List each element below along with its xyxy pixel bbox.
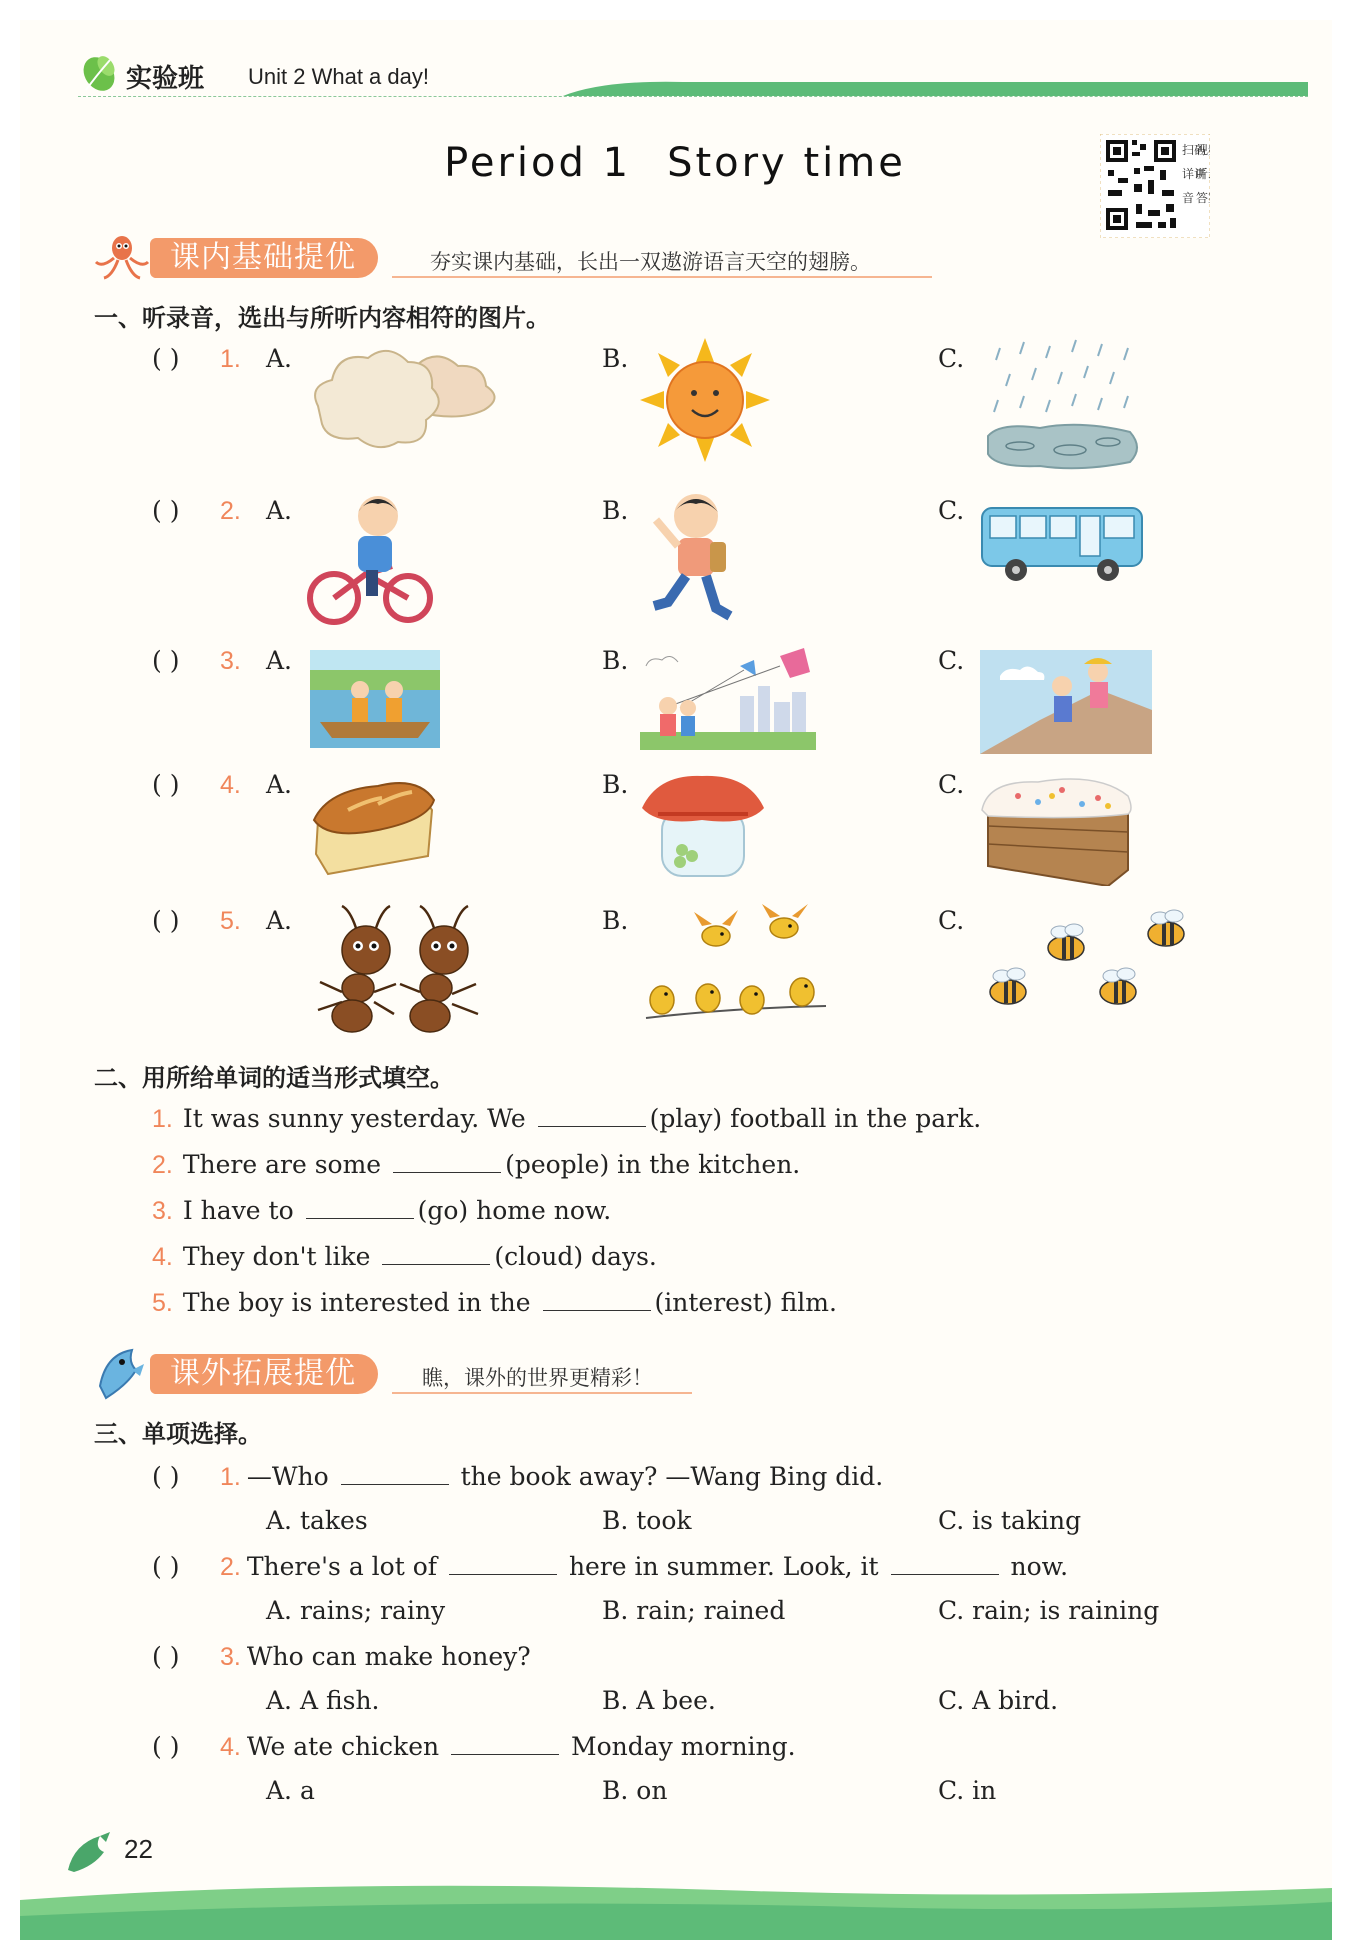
option-c-label: C. — [938, 344, 965, 373]
answer-blank[interactable] — [393, 1150, 501, 1173]
option-b-label: B. — [602, 906, 629, 935]
bus-icon[interactable] — [978, 500, 1148, 584]
squid-mascot-icon — [92, 232, 152, 284]
qr-caption-5: 答 — [1196, 191, 1209, 205]
answer-bracket[interactable]: ( ) — [152, 906, 180, 935]
section-banner-basic — [92, 232, 932, 284]
answer-blank[interactable] — [382, 1242, 490, 1265]
answer-blank[interactable] — [449, 1552, 557, 1575]
page-header — [78, 52, 1308, 98]
option-b-label: B. — [602, 344, 629, 373]
qr-caption-3: 详讲 — [1182, 167, 1207, 181]
mc1-option-a[interactable]: A. takes — [266, 1506, 368, 1535]
section-slogan-basic: 夯实课内基础，长出一双遨游语言天空的翅膀。 — [430, 250, 871, 274]
page-number: 22 — [124, 1834, 153, 1864]
fill-item-4: 4. They don't like (cloud) days. — [152, 1242, 657, 1271]
header-green-band — [563, 80, 1308, 98]
listening-row-5 — [0, 906, 1350, 1036]
banner-underline — [392, 276, 932, 278]
period-label: Period 1 — [444, 140, 632, 186]
answer-bracket[interactable]: ( ) — [152, 1642, 180, 1671]
listening-row-4 — [0, 770, 1350, 900]
climbing-mountain-icon[interactable] — [980, 650, 1152, 754]
jam-jar-icon[interactable] — [638, 770, 768, 882]
option-a-label: A. — [266, 906, 293, 935]
ants-icon[interactable] — [306, 898, 492, 1038]
option-c-label: C. — [938, 496, 965, 525]
rowing-boat-icon[interactable] — [310, 650, 440, 748]
qr-caption-2: 视 — [1196, 143, 1209, 157]
mc2-option-a[interactable]: A. rains; rainy — [266, 1596, 446, 1625]
listening-row-1 — [0, 344, 1350, 474]
answer-blank[interactable] — [306, 1196, 414, 1219]
answer-bracket[interactable]: ( ) — [152, 646, 180, 675]
option-b-label: B. — [602, 646, 629, 675]
option-a-label: A. — [266, 344, 293, 373]
cloud-icon[interactable] — [308, 342, 504, 454]
part1-heading: 一、听录音，选出与所听内容相符的图片。 — [94, 304, 550, 332]
mc2-option-b[interactable]: B. rain; rained — [602, 1596, 786, 1625]
answer-blank[interactable] — [543, 1288, 651, 1311]
boy-cycling-icon[interactable] — [306, 490, 436, 630]
question-number: 1. — [220, 345, 241, 373]
option-a-label: A. — [266, 496, 293, 525]
qr-caption-4: 听 — [1196, 167, 1209, 181]
mc1-option-c[interactable]: C. is taking — [938, 1506, 1082, 1535]
answer-bracket[interactable]: ( ) — [152, 1732, 180, 1761]
section-banner-extended — [92, 1348, 692, 1400]
question-number: 5. — [220, 907, 241, 935]
fill-item-1: 1. It was sunny yesterday. We (play) football in the park. — [152, 1104, 982, 1133]
part2-heading: 二、用所给单词的适当形式填空。 — [94, 1064, 454, 1092]
part3-heading: 三、单项选择。 — [94, 1420, 262, 1448]
section-banner-extended-label: 课外拓展提优 — [150, 1354, 378, 1394]
option-c-label: C. — [938, 906, 965, 935]
bread-icon[interactable] — [308, 770, 438, 880]
section-banner-basic-label: 课内基础提优 — [150, 238, 378, 278]
sun-icon[interactable] — [640, 338, 770, 462]
boy-walking-icon[interactable] — [638, 490, 748, 626]
answer-bracket[interactable]: ( ) — [152, 1552, 180, 1581]
option-c-label: C. — [938, 646, 965, 675]
option-a-label: A. — [266, 646, 293, 675]
footer-green-band — [20, 1880, 1332, 1940]
answer-blank[interactable] — [538, 1104, 646, 1127]
option-b-label: B. — [602, 496, 629, 525]
mc4-option-c[interactable]: C. in — [938, 1776, 997, 1805]
answer-blank[interactable] — [341, 1462, 449, 1485]
qr-caption-6: 音 — [1182, 191, 1195, 205]
shark-mascot-icon — [92, 1346, 152, 1402]
fill-item-5: 5. The boy is interested in the (interest) film. — [152, 1288, 837, 1317]
banner-underline — [392, 1392, 692, 1394]
question-number: 4. — [220, 771, 241, 799]
mc3-option-c[interactable]: C. A bird. — [938, 1686, 1059, 1715]
answer-blank[interactable] — [891, 1552, 999, 1575]
question-number: 2. — [220, 497, 241, 525]
option-a-label: A. — [266, 770, 293, 799]
mc3-option-b[interactable]: B. A bee. — [602, 1686, 716, 1715]
qr-code-block[interactable] — [1100, 134, 1210, 242]
listening-row-3 — [0, 646, 1350, 776]
dolphin-icon — [64, 1830, 114, 1876]
fill-item-2: 2. There are some (people) in the kitchen. — [152, 1150, 801, 1179]
cake-icon[interactable] — [978, 770, 1136, 886]
qr-caption-1: 扫码 — [1182, 143, 1207, 157]
mc3-option-a[interactable]: A. A fish. — [266, 1686, 380, 1715]
answer-bracket[interactable]: ( ) — [152, 1462, 180, 1491]
mc4-option-a[interactable]: A. a — [266, 1776, 315, 1805]
qr-code-icon — [1100, 134, 1210, 238]
birds-icon[interactable] — [642, 902, 828, 1034]
question-number: 3. — [220, 647, 241, 675]
unit-title: Unit 2 What a day! — [248, 64, 429, 89]
answer-blank[interactable] — [451, 1732, 559, 1755]
listening-row-2 — [0, 496, 1350, 626]
topic-label: Story time — [667, 140, 906, 186]
brand-title: 实验班 — [126, 64, 205, 94]
flying-kites-icon[interactable] — [640, 646, 816, 750]
answer-bracket[interactable]: ( ) — [152, 770, 180, 799]
fill-item-3: 3. I have to (go) home now. — [152, 1196, 612, 1225]
option-b-label: B. — [602, 770, 629, 799]
option-c-label: C. — [938, 770, 965, 799]
mc1-option-b[interactable]: B. took — [602, 1506, 692, 1535]
rain-icon[interactable] — [980, 338, 1144, 474]
answer-bracket[interactable]: ( ) — [152, 344, 180, 373]
answer-bracket[interactable]: ( ) — [152, 496, 180, 525]
leaf-logo-icon — [78, 52, 120, 94]
mc4-option-b[interactable]: B. on — [602, 1776, 668, 1805]
bees-icon[interactable] — [978, 896, 1194, 1024]
section-slogan-extended: 瞧，课外的世界更精彩！ — [422, 1366, 653, 1390]
mc2-option-c[interactable]: C. rain; is raining — [938, 1596, 1160, 1625]
